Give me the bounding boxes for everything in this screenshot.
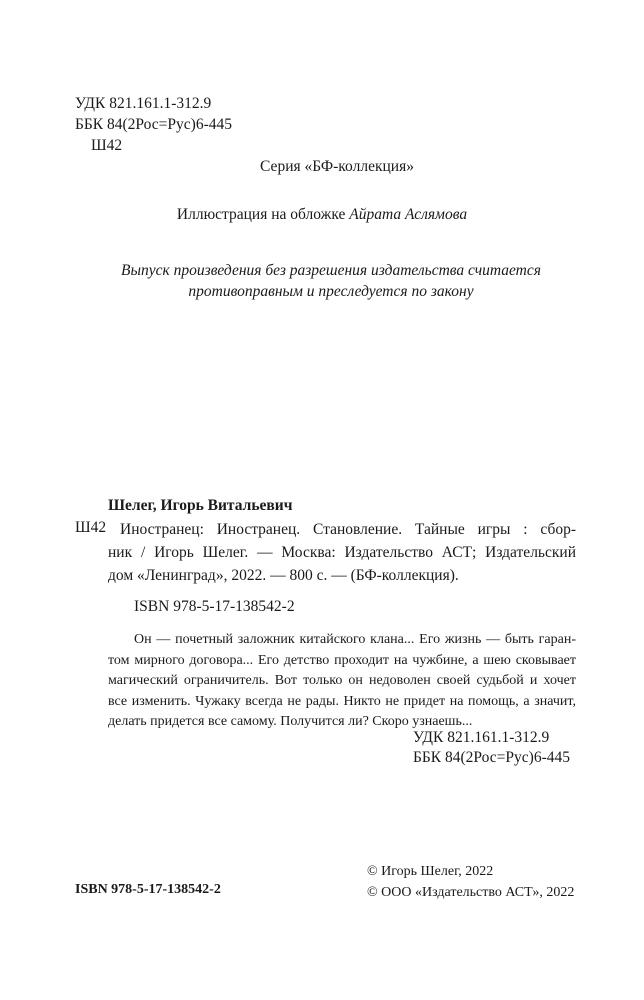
illustration-artist: Айрата Аслямова xyxy=(349,206,468,223)
description-line: ник / Игорь Шелег. — Москва: Издательство АСТ; Издательский xyxy=(108,544,576,561)
legal-notice-line: противоправным и преследуется по закону xyxy=(188,283,474,300)
illustration-prefix: Иллюстрация на обложке xyxy=(176,206,346,223)
footer-isbn: ISBN 978-5-17-138542-2 xyxy=(75,882,221,897)
annotation xyxy=(108,630,576,733)
description-line: дом «Ленинград», 2022. — 800 с. — (БФ-коллекция). xyxy=(108,567,459,584)
annotation-line: магический ограничитель. Вот только он недоволен своей судьбой и хочет xyxy=(108,673,576,688)
legal-notice xyxy=(0,260,644,302)
bibliographic-description xyxy=(108,518,576,587)
bbk-code: ББК 84(2Рос=Рус)6-445 xyxy=(413,749,570,766)
illustration-credit xyxy=(0,206,644,224)
catalog-codes-top xyxy=(75,93,232,156)
annotation-line: делать придется все самому. Получится ли? Скоро узнаешь... xyxy=(108,714,473,729)
series-line: Серия «БФ-коллекция» xyxy=(260,158,414,175)
annotation-line: том мирного договора... Его детство проходит на чужбине, а шею сковывает xyxy=(108,652,576,668)
copyright-author: © Игорь Шелег, 2022 xyxy=(367,864,494,879)
udk-code: УДК 821.161.1-312.9 xyxy=(75,95,212,112)
record-author-mark: Ш42 xyxy=(75,519,107,536)
annotation-line: все изменить. Чужаку всегда не рады. Никто не придет на помощь, а значит, xyxy=(108,693,576,709)
record-isbn: ISBN 978-5-17-138542-2 xyxy=(134,598,295,615)
author-heading: Шелег, Игорь Витальевич xyxy=(108,497,293,514)
author-mark: Ш42 xyxy=(91,137,123,154)
udk-code: УДК 821.161.1-312.9 xyxy=(413,729,550,746)
copyright-block xyxy=(367,861,574,903)
annotation-line: Он — почетный заложник китайского клана... Его жизнь — быть гаран- xyxy=(134,632,576,647)
bbk-code: ББК 84(2Рос=Рус)6-445 xyxy=(75,116,232,133)
legal-notice-line: Выпуск произведения без разрешения издательства считается xyxy=(121,262,541,279)
catalog-codes-bottom xyxy=(413,728,570,768)
description-line: Иностранец: Иностранец. Становление. Тайные игры : сбор- xyxy=(120,521,576,538)
copyright-publisher: © ООО «Издательство АСТ», 2022 xyxy=(367,885,575,900)
